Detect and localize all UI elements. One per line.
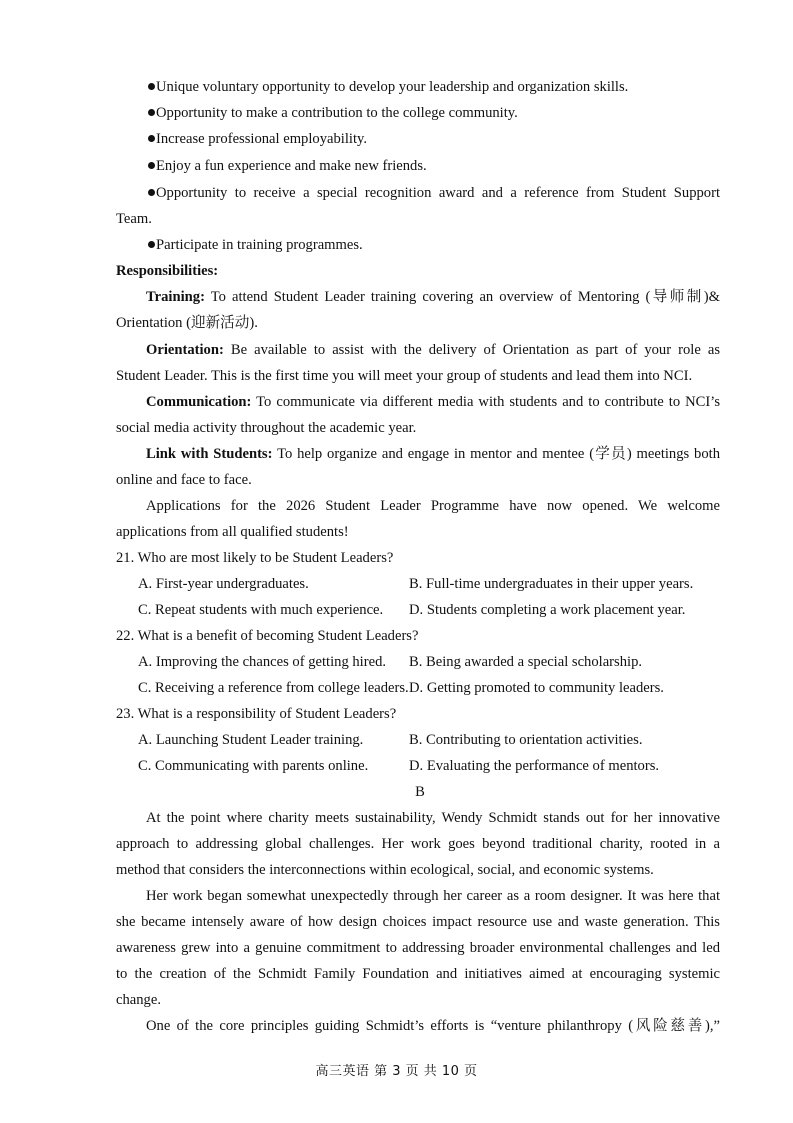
benefit-item xyxy=(148,78,628,96)
communication-text-continued: social media activity throughout the academic year. xyxy=(116,420,417,436)
benefit-text: Enjoy a fun experience and make new friends. xyxy=(156,158,427,174)
benefit-text: Increase professional employability. xyxy=(156,131,367,147)
bullet-icon xyxy=(148,162,155,169)
benefit-text: Unique voluntary opportunity to develop your leadership and organization skills. xyxy=(156,79,629,95)
orientation-text: Be available to assist with the delivery of Orientation as part of your role as xyxy=(230,342,720,358)
bullet-icon xyxy=(148,109,155,116)
bullet-icon xyxy=(148,189,155,196)
training-text: To attend Student Leader training covering an overview of Mentoring (导师制)& xyxy=(210,289,720,305)
question-21-option-a: A. First-year undergraduates. xyxy=(138,576,309,592)
link-text-continued: online and face to face. xyxy=(116,472,252,488)
benefit-item xyxy=(148,130,367,148)
benefit-item xyxy=(148,157,427,175)
section-b-heading: B xyxy=(415,784,425,800)
passage-b-p1-line: At the point where charity meets sustainability, Wendy Schmidt stands out for her innovative xyxy=(146,810,720,826)
orientation-label: Orientation: xyxy=(146,342,224,358)
passage-b-p2-line: to the creation of the Schmidt Family Foundation and initiatives aimed at encouraging systemic xyxy=(116,966,720,982)
passage-b-p2-line: change. xyxy=(116,992,161,1008)
bullet-icon xyxy=(148,241,155,248)
passage-b-p2-line: she became intensely aware of how design choices impact resource use and waste generation. This xyxy=(116,914,720,930)
bullet-icon xyxy=(148,135,155,142)
benefit-item xyxy=(148,236,363,254)
applications-text-continued: applications from all qualified students! xyxy=(116,524,349,540)
question-23-option-c: C. Communicating with parents online. xyxy=(138,758,369,774)
responsibilities-heading: Responsibilities: xyxy=(116,263,219,279)
passage-b-p2-line: awareness grew into a genuine commitment to addressing broader environmental challenges and led xyxy=(116,940,720,956)
applications-text: Applications for the 2026 Student Leader Programme have now opened. We welcome xyxy=(146,498,720,514)
question-23-option-d: D. Evaluating the performance of mentors. xyxy=(409,758,660,774)
question-22-option-d: D. Getting promoted to community leaders. xyxy=(409,680,664,696)
orientation-text-continued: Student Leader. This is the first time you will meet your group of students and lead them into NCI. xyxy=(116,368,693,384)
question-22-option-c: C. Receiving a reference from college leaders. xyxy=(138,680,409,696)
training-text-continued: Orientation (迎新活动). xyxy=(116,315,258,331)
communication-text: To communicate via different media with students and to contribute to NCI’s xyxy=(256,394,720,410)
training-label: Training: xyxy=(146,289,205,305)
link-paragraph xyxy=(146,445,720,463)
question-23-option-b: B. Contributing to orientation activities. xyxy=(409,732,643,748)
benefit-text: Opportunity to receive a special recognition award and a reference from Student Support xyxy=(156,185,720,201)
benefit-item xyxy=(148,184,720,202)
passage-b-p1-line: method that considers the interconnections within ecological, social, and economic systems. xyxy=(116,862,654,878)
question-23-stem: 23. What is a responsibility of Student Leaders? xyxy=(116,706,397,722)
communication-label: Communication: xyxy=(146,394,252,410)
question-23-option-a: A. Launching Student Leader training. xyxy=(138,732,364,748)
training-paragraph xyxy=(146,288,720,306)
orientation-paragraph xyxy=(146,341,720,359)
bullet-icon xyxy=(148,83,155,90)
benefit-item xyxy=(148,104,518,122)
passage-b-p1-line: approach to addressing global challenges. Her work goes beyond traditional charity, rooted in a xyxy=(116,836,720,852)
benefit-text: Opportunity to make a contribution to the college community. xyxy=(156,105,518,121)
question-22-option-a: A. Improving the chances of getting hired. xyxy=(138,654,387,670)
link-label: Link with Students: xyxy=(146,446,273,462)
question-22-option-b: B. Being awarded a special scholarship. xyxy=(409,654,643,670)
question-22-stem: 22. What is a benefit of becoming Student Leaders? xyxy=(116,628,419,644)
link-text: To help organize and engage in mentor and mentee (学员) meetings both xyxy=(277,446,720,462)
question-21-option-b: B. Full-time undergraduates in their upper years. xyxy=(409,576,694,592)
question-21-option-c: C. Repeat students with much experience. xyxy=(138,602,384,618)
page-footer: 高三英语 第 3 页 共 10 页 xyxy=(315,1064,478,1079)
passage-b-p2-line: Her work began somewhat unexpectedly through her career as a room designer. It was here that xyxy=(146,888,720,904)
benefit-text-continued: Team. xyxy=(116,211,152,227)
question-21-option-d: D. Students completing a work placement year. xyxy=(409,602,686,618)
question-21-stem: 21. Who are most likely to be Student Leaders? xyxy=(116,550,394,566)
communication-paragraph xyxy=(146,393,720,411)
passage-b-p3-line: One of the core principles guiding Schmidt’s efforts is “venture philanthropy (风险慈善),” xyxy=(146,1018,720,1034)
benefit-text: Participate in training programmes. xyxy=(156,237,363,253)
